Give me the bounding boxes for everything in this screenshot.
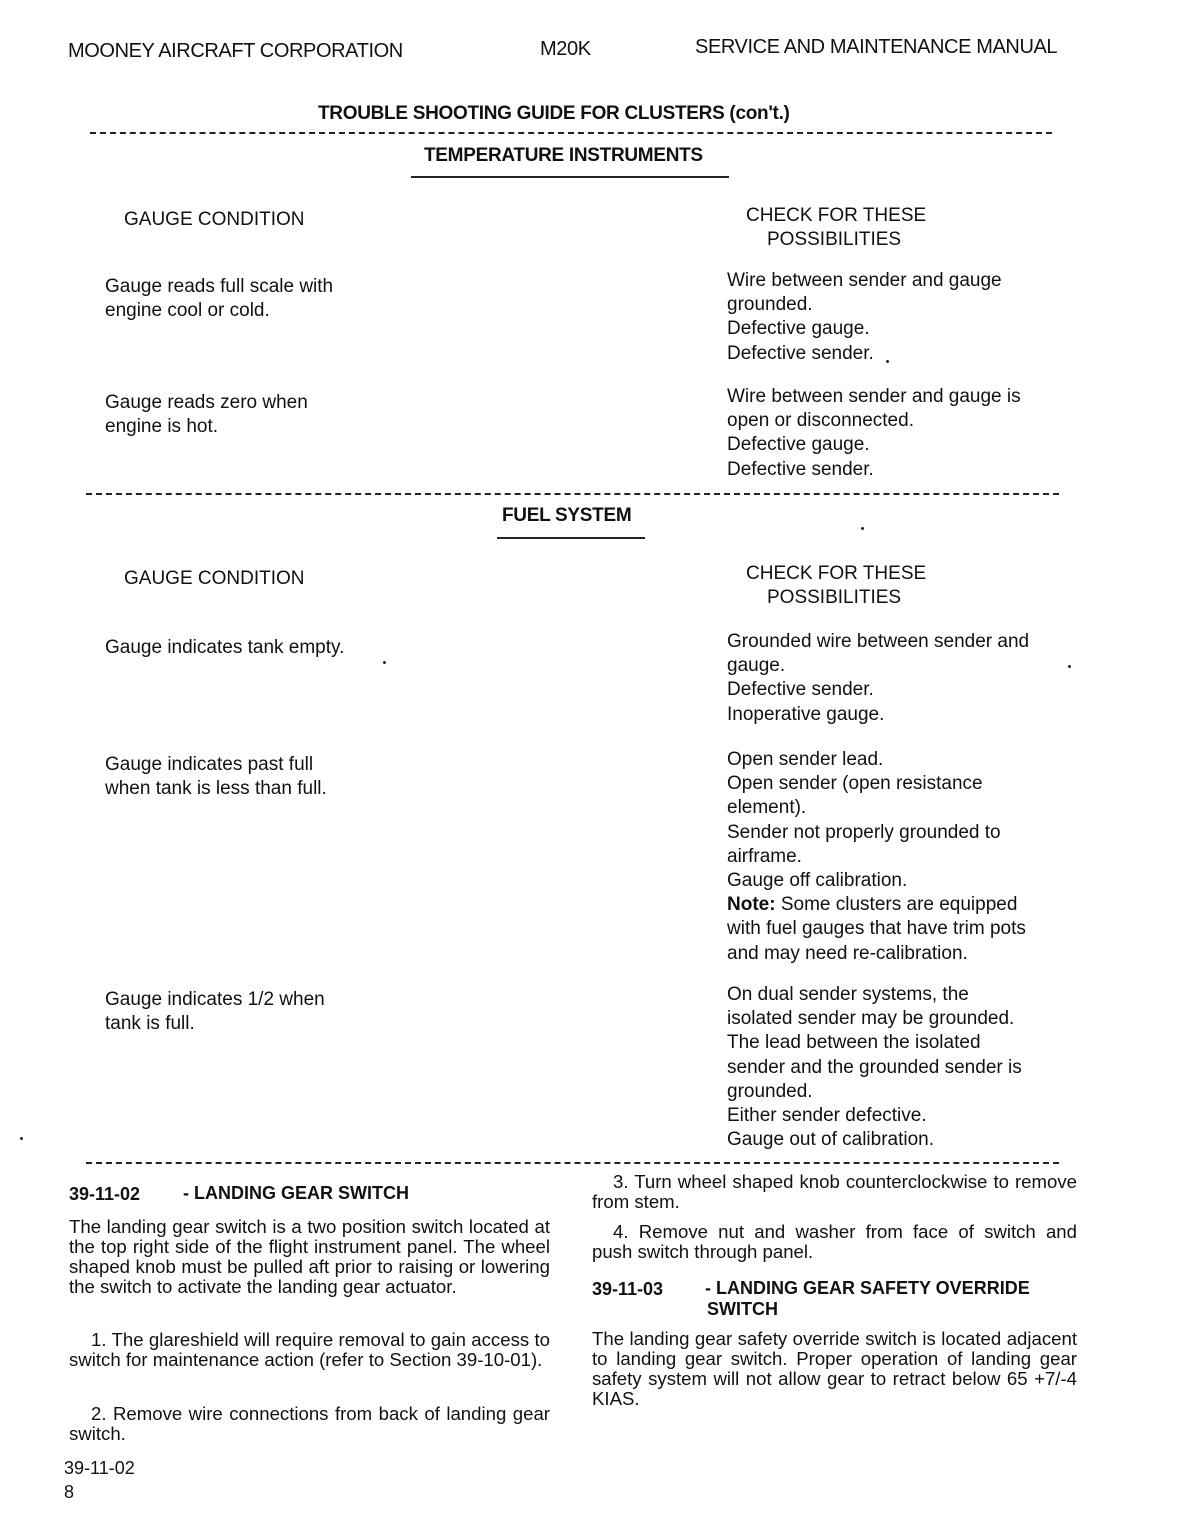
column-header-check: CHECK FOR THESE POSSIBILITIES (746, 205, 927, 250)
divider (86, 493, 1059, 495)
section-title-safety-override: - LANDING GEAR SAFETY OVERRIDE SWITCH (705, 1278, 1030, 1319)
fuel-note: Note: Some clusters are equipped (727, 894, 1018, 916)
column-header-check: CHECK FOR THESE POSSIBILITIES (746, 563, 927, 608)
temperature-check-2: Wire between sender and gauge is open or disconnected. Defective gauge. Defective sender. (727, 386, 1021, 480)
landing-gear-switch-step-1: 1. The glareshield will require removal to gain access to switch for maintenance action (refer to Section 39-10-01). (69, 1329, 550, 1370)
landing-gear-switch-step-3: 3. Turn wheel shaped knob counterclockwise to remove from stem. (592, 1171, 1077, 1212)
landing-gear-switch-step-4: 4. Remove nut and washer from face of switch and push switch through panel. (592, 1221, 1077, 1262)
page-title: TROUBLE SHOOTING GUIDE FOR CLUSTERS (con't.) (318, 103, 790, 124)
heading-underline (497, 537, 645, 539)
divider (90, 132, 1052, 134)
scan-speck (20, 1137, 23, 1140)
column-header-condition: GAUGE CONDITION (124, 568, 305, 589)
scan-speck (861, 527, 864, 530)
landing-gear-switch-intro: The landing gear switch is a two position switch located at the top right side of the flight instrument panel. The wheel shaped knob must be pulled aft prior to raising or lowering the switch to activate the landing gear actuator. (69, 1216, 550, 1297)
fuel-check-2: Open sender lead. Open sender (open resistance element). Sender not properly grounded to airframe. Gauge off calibration. Note: Some clusters are equipped with fuel gauges that have trim pots and may need re-calibration. (727, 748, 1048, 966)
scan-speck (1068, 665, 1071, 668)
column-header-condition: GAUGE CONDITION (124, 209, 305, 230)
header-company: MOONEY AIRCRAFT CORPORATION (68, 40, 403, 62)
header-model: M20K (540, 38, 591, 60)
section-heading-fuel: FUEL SYSTEM (502, 505, 632, 526)
scan-speck (383, 661, 386, 664)
section-title-landing-gear-switch: - LANDING GEAR SWITCH (183, 1183, 409, 1203)
section-number-landing-gear-switch: 39-11-02 (69, 1184, 141, 1204)
section-number-safety-override: 39-11-03 (592, 1279, 664, 1299)
temperature-condition-2: Gauge reads zero when engine is hot. (105, 392, 308, 438)
fuel-condition-1: Gauge indicates tank empty. (105, 637, 345, 658)
fuel-check-1: Grounded wire between sender and gauge. Defective sender. Inoperative gauge. (727, 631, 1030, 725)
fuel-condition-2: Gauge indicates past full when tank is less than full. (105, 754, 327, 800)
fuel-condition-3: Gauge indicates 1/2 when tank is full. (105, 989, 325, 1035)
note-label: Note: (727, 894, 776, 916)
scan-speck (886, 360, 889, 363)
safety-override-text: The landing gear safety override switch is located adjacent to landing gear switch. Proper operation of landing gear safety system will not allow gear to retract below 65 +7/-4 KIAS. (592, 1328, 1077, 1409)
landing-gear-switch-step-2: 2. Remove wire connections from back of landing gear switch. (69, 1403, 550, 1444)
temperature-condition-1: Gauge reads full scale with engine cool or cold. (105, 276, 334, 322)
heading-underline (411, 176, 729, 178)
page-footer (64, 1456, 135, 1504)
section-heading-temperature: TEMPERATURE INSTRUMENTS (424, 145, 703, 166)
footer-page-number: 8 (64, 1482, 75, 1502)
footer-section: 39-11-02 (64, 1458, 135, 1478)
divider (86, 1162, 1059, 1164)
header-manual-title: SERVICE AND MAINTENANCE MANUAL (695, 36, 1058, 58)
fuel-check-3: On dual sender systems, the isolated sender may be grounded. The lead between the isolated sender and the grounded sender is grounded. Either sender defective. Gauge out of calibration. (727, 984, 1022, 1151)
temperature-check-1: Wire between sender and gauge grounded. Defective gauge. Defective sender. (727, 270, 1002, 364)
